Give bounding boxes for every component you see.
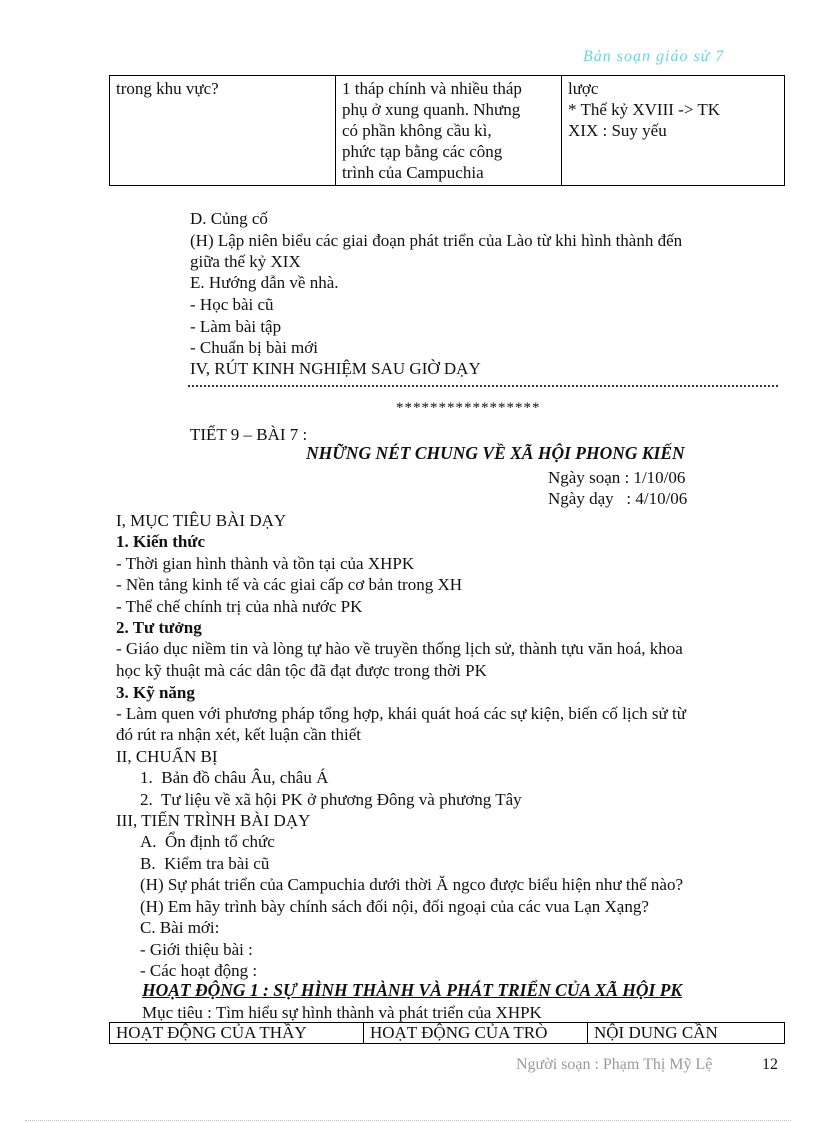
cell-line: phụ ở xung quanh. Nhưng: [342, 100, 521, 119]
subsection-heading: 3. Kỹ năng: [116, 683, 195, 702]
cell-line: lược: [568, 79, 599, 98]
cell-line: có phần không cầu kì,: [342, 121, 492, 140]
cell-line: XIX : Suy yếu: [568, 121, 667, 140]
review-question-cont: giữa thế kỷ XIX: [190, 252, 301, 271]
process-substep: - Giới thiệu bài :: [140, 940, 253, 959]
objective-item-cont: học kỹ thuật mà các dân tộc đã đạt được trong thời PK: [116, 661, 487, 680]
process-substep: - Các hoạt động :: [140, 961, 258, 980]
star-divider: *****************: [396, 400, 541, 416]
lesson-number: TIẾT 9 – BÀI 7 :: [190, 425, 308, 444]
column-header-content: NỘI DUNG CẦN: [588, 1023, 785, 1044]
activity-heading: HOẠT ĐỘNG 1 : SỰ HÌNH THÀNH VÀ PHÁT TRIỂN CỦA XÃ HỘI PK: [142, 980, 683, 1000]
section-heading: III, TIẾN TRÌNH BÀI DẠY: [116, 811, 311, 830]
table-cell-answer: [336, 76, 562, 186]
cell-line: phức tạp bằng các công: [342, 142, 503, 161]
review-question: (H) Lập niên biểu các giai đoạn phát triển của Lào từ khi hình thành đến: [190, 231, 683, 250]
process-step: C. Bài mới:: [140, 918, 220, 937]
homework-item: - Chuẩn bị bài mới: [190, 338, 318, 357]
process-step: A. Ổn định tổ chức: [140, 832, 275, 851]
cell-line: trình của Campuchia: [342, 163, 484, 182]
lesson-title: NHỮNG NÉT CHUNG VỀ XÃ HỘI PHONG KIẾN: [306, 443, 685, 463]
footer-author: Người soạn : Phạm Thị Mỹ Lệ: [516, 1056, 713, 1073]
homework-heading: E. Hướng dẫn về nhà.: [190, 273, 339, 292]
table-cell-question: [110, 76, 336, 186]
table-cell-content: [562, 76, 785, 186]
objective-item: - Giáo dục niềm tin và lòng tự hào về truyền thống lịch sử, thành tựu văn hoá, khoa: [116, 639, 683, 658]
prep-item: 1. Bản đồ châu Âu, châu Á: [140, 768, 329, 787]
check-question: (H) Sự phát triển của Campuchia dưới thời Ă ngco được biểu hiện như thế nào?: [140, 875, 683, 894]
continuation-table: [109, 75, 785, 186]
section-heading: II, CHUẨN BỊ: [116, 747, 218, 766]
prep-item: 2. Tư liệu về xã hội PK ở phương Đông và phương Tây: [140, 790, 522, 809]
footer-divider: [25, 1120, 791, 1121]
homework-item: - Làm bài tập: [190, 317, 282, 336]
cell-line: * Thế kỷ XVIII -> TK: [568, 100, 721, 119]
section-heading: I, MỤC TIÊU BÀI DẠY: [116, 511, 287, 530]
objective-item-cont: đó rút ra nhận xét, kết luận cần thiết: [116, 725, 361, 744]
cell-line: 1 tháp chính và nhiều tháp: [342, 79, 522, 98]
activity-objective: Mục tiêu : Tìm hiểu sự hình thành và phát triển của XHPK: [142, 1003, 542, 1022]
process-step: B. Kiểm tra bài cũ: [140, 854, 270, 873]
teach-date: Ngày dạy : 4/10/06: [548, 489, 688, 508]
header-decoration: Bản soạn giáo sử 7: [583, 48, 725, 65]
objective-item: - Thể chế chính trị của nhà nước PK: [116, 597, 363, 616]
column-header-student: HOẠT ĐỘNG CỦA TRÒ: [364, 1023, 588, 1044]
column-header-teacher: HOẠT ĐỘNG CỦA THẦY: [110, 1023, 364, 1044]
check-question: (H) Em hãy trình bày chính sách đối nội, đối ngoại của các vua Lạn Xạng?: [140, 897, 649, 916]
activity-table: [109, 1022, 785, 1044]
lessons-learned-heading: IV, RÚT KINH NGHIỆM SAU GIỜ DẠY: [190, 359, 481, 378]
objective-item: - Nền tảng kinh tế và các giai cấp cơ bản trong XH: [116, 575, 463, 594]
homework-item: - Học bài cũ: [190, 295, 274, 314]
cell-line: trong khu vực?: [116, 79, 219, 98]
prep-date: Ngày soạn : 1/10/06: [548, 468, 686, 487]
objective-item: - Thời gian hình thành và tồn tại của XHPK: [116, 554, 415, 573]
page-number: 12: [762, 1056, 778, 1073]
objective-item: - Làm quen với phương pháp tổng hợp, khái quát hoá các sự kiện, biến cố lịch sử từ: [116, 704, 686, 723]
dotted-divider: [188, 385, 778, 391]
subsection-heading: 1. Kiến thức: [116, 532, 206, 551]
review-heading: D. Củng cố: [190, 209, 268, 228]
subsection-heading: 2. Tư tưởng: [116, 618, 202, 637]
